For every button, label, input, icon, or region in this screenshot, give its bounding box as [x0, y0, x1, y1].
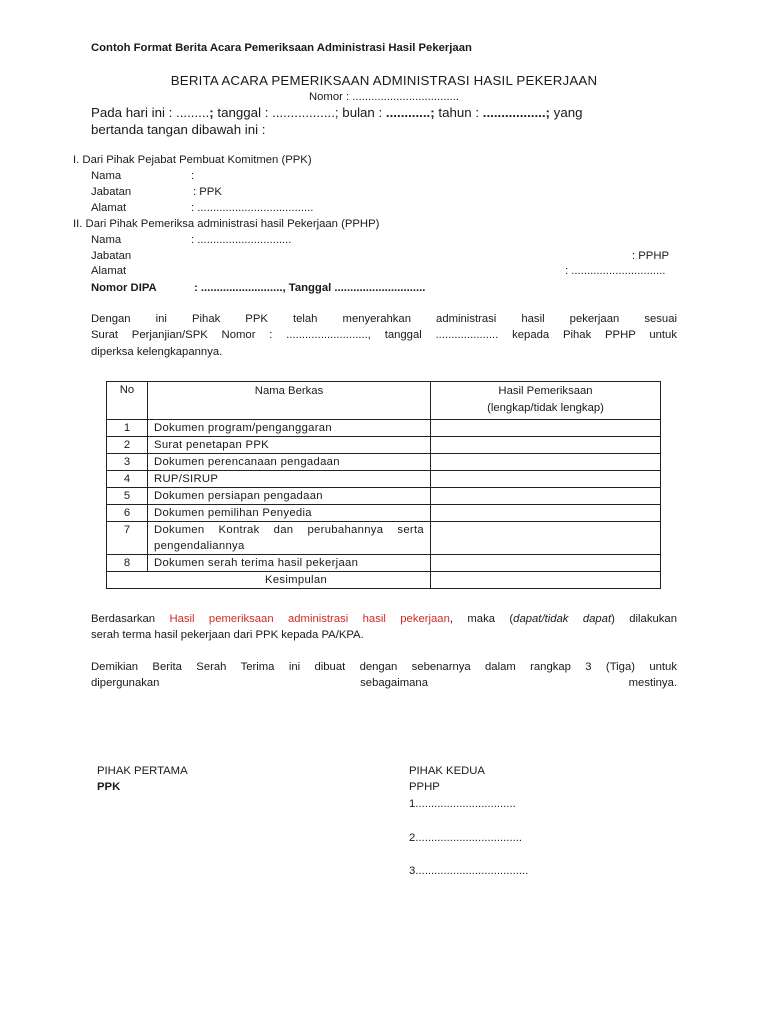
row-no: 4: [107, 471, 148, 488]
row-nama: Dokumen program/penganggaran: [148, 420, 431, 437]
row-no: 8: [107, 555, 148, 572]
row-hasil: [431, 522, 661, 555]
signature-line-3: 3....................................: [409, 865, 529, 877]
table-row: [107, 454, 661, 471]
section1-jabatan-value: : PPK: [193, 186, 222, 198]
signature-line-1: 1................................: [409, 798, 516, 810]
header-hasil-line1: Hasil Pemeriksaan: [498, 385, 593, 397]
section1-nama-value: :: [191, 170, 195, 182]
table-row: [107, 522, 661, 555]
row-no: 3: [107, 454, 148, 471]
row-nama: Dokumen serah terima hasil pekerjaan: [148, 555, 431, 572]
section2-nama-value: : ..............................: [191, 234, 292, 246]
paragraph2-mid: , maka (: [449, 613, 514, 625]
row-nama-line2: pengendaliannya: [154, 540, 245, 552]
table-row: [107, 420, 661, 437]
row-nama: Dokumen perencanaan pengadaan: [148, 454, 431, 471]
paragraph2-red-text: Hasil pemeriksaan administrasi hasil pekerjaan: [169, 613, 450, 625]
row-no: 1: [107, 420, 148, 437]
table-row: [107, 505, 661, 522]
berkas-table: [106, 381, 661, 589]
section2-alamat-label: Alamat: [91, 265, 127, 277]
dipa-label: Nomor DIPA: [91, 282, 157, 294]
kesimpulan-label: Kesimpulan: [107, 572, 431, 589]
section2-alamat-value: : ..............................: [565, 265, 666, 277]
row-no: 7: [107, 522, 148, 555]
opening-bulan-dots: ............;: [385, 105, 435, 120]
paragraph2-end: ) dilakukan: [611, 613, 677, 625]
opening-yang: yang: [549, 105, 583, 120]
table-row: [107, 437, 661, 454]
table-row: [107, 555, 661, 572]
row-nama: Dokumen persiapan pengadaan: [148, 488, 431, 505]
table-row: [107, 471, 661, 488]
row-nama: [148, 522, 431, 555]
pihak-pertama-label: PIHAK PERTAMA: [97, 765, 188, 777]
header-nama-berkas: Nama Berkas: [148, 382, 431, 420]
row-hasil: [431, 437, 661, 454]
row-hasil: [431, 505, 661, 522]
row-no: 6: [107, 505, 148, 522]
row-nama: RUP/SIRUP: [148, 471, 431, 488]
section2-nama-label: Nama: [91, 234, 122, 246]
header-no: No: [107, 382, 148, 420]
pihak-kedua-label: PIHAK KEDUA: [409, 765, 485, 777]
opening-tanggal-bulan: tanggal : .................; bulan :: [213, 105, 386, 120]
opening-line-2: bertanda tangan dibawah ini :: [91, 122, 266, 137]
paragraph3-line1: Demikian Berita Serah Terima ini dibuat dengan sebenarnya dalam rangkap 3 (Tiga) untuk: [91, 661, 677, 673]
row-hasil: [431, 555, 661, 572]
opening-hari: Pada hari ini : .........: [91, 105, 210, 120]
paragraph1-line2: Surat Perjanjian/SPK Nomor : .........................., tanggal .................... kepada Pihak PPHP untuk: [91, 329, 677, 341]
header-hasil-line2: (lengkap/tidak lengkap): [487, 402, 604, 414]
opening-semicolon: ;: [209, 105, 214, 120]
table-row: [107, 488, 661, 505]
section1-jabatan-label: Jabatan: [91, 186, 132, 198]
opening-line-1: [91, 105, 583, 120]
row-no: 2: [107, 437, 148, 454]
paragraph2-start: Berdasarkan: [91, 613, 170, 625]
row-no: 5: [107, 488, 148, 505]
section1-alamat-value: : .....................................: [191, 202, 314, 214]
nomor-line: Nomor : ..................................: [308, 91, 460, 103]
table-header-row: [107, 382, 661, 420]
paragraph1-line3: diperksa kelengkapannya.: [91, 346, 223, 358]
paragraph2-italic: dapat/tidak dapat: [513, 613, 612, 625]
row-nama-line1: Dokumen Kontrak dan perubahannya serta: [154, 524, 424, 536]
row-hasil: [431, 454, 661, 471]
section2-jabatan-value: : PPHP: [632, 250, 670, 262]
section2-jabatan-label: Jabatan: [91, 250, 132, 262]
row-hasil: [431, 488, 661, 505]
section1-heading: I. Dari Pihak Pejabat Pembuat Komitmen (PPK): [73, 154, 312, 166]
signature-line-2: 2..................................: [409, 832, 522, 844]
document-title: BERITA ACARA PEMERIKSAAN ADMINISTRASI HASIL PEKERJAAN: [170, 73, 598, 88]
paragraph3-line2: dipergunakan sebagaimana mestinya.: [91, 677, 677, 689]
opening-tahun: tahun :: [434, 105, 483, 120]
row-hasil: [431, 420, 661, 437]
section1-nama-label: Nama: [91, 170, 122, 182]
header-note: Contoh Format Berita Acara Pemeriksaan Administrasi Hasil Pekerjaan: [91, 42, 472, 54]
paragraph2-line1: [91, 613, 677, 625]
dipa-value: : .........................., Tanggal .............................: [194, 282, 426, 294]
kesimpulan-value: [431, 572, 661, 589]
row-nama: Dokumen pemilihan Penyedia: [148, 505, 431, 522]
ppk-label: PPK: [97, 781, 121, 793]
row-nama: Surat penetapan PPK: [148, 437, 431, 454]
row-hasil: [431, 471, 661, 488]
section2-heading: II. Dari Pihak Pemeriksa administrasi hasil Pekerjaan (PPHP): [73, 218, 380, 230]
opening-tahun-dots: .................;: [482, 105, 550, 120]
header-hasil-pemeriksaan: [431, 382, 661, 420]
section1-alamat-label: Alamat: [91, 202, 127, 214]
table-kesimpulan-row: [107, 572, 661, 589]
pphp-label: PPHP: [409, 781, 440, 793]
paragraph2-line2: serah terma hasil pekerjaan dari PPK kepada PA/KPA.: [91, 629, 364, 641]
paragraph1-line1: Dengan ini Pihak PPK telah menyerahkan administrasi hasil pekerjaan sesuai: [91, 313, 677, 325]
